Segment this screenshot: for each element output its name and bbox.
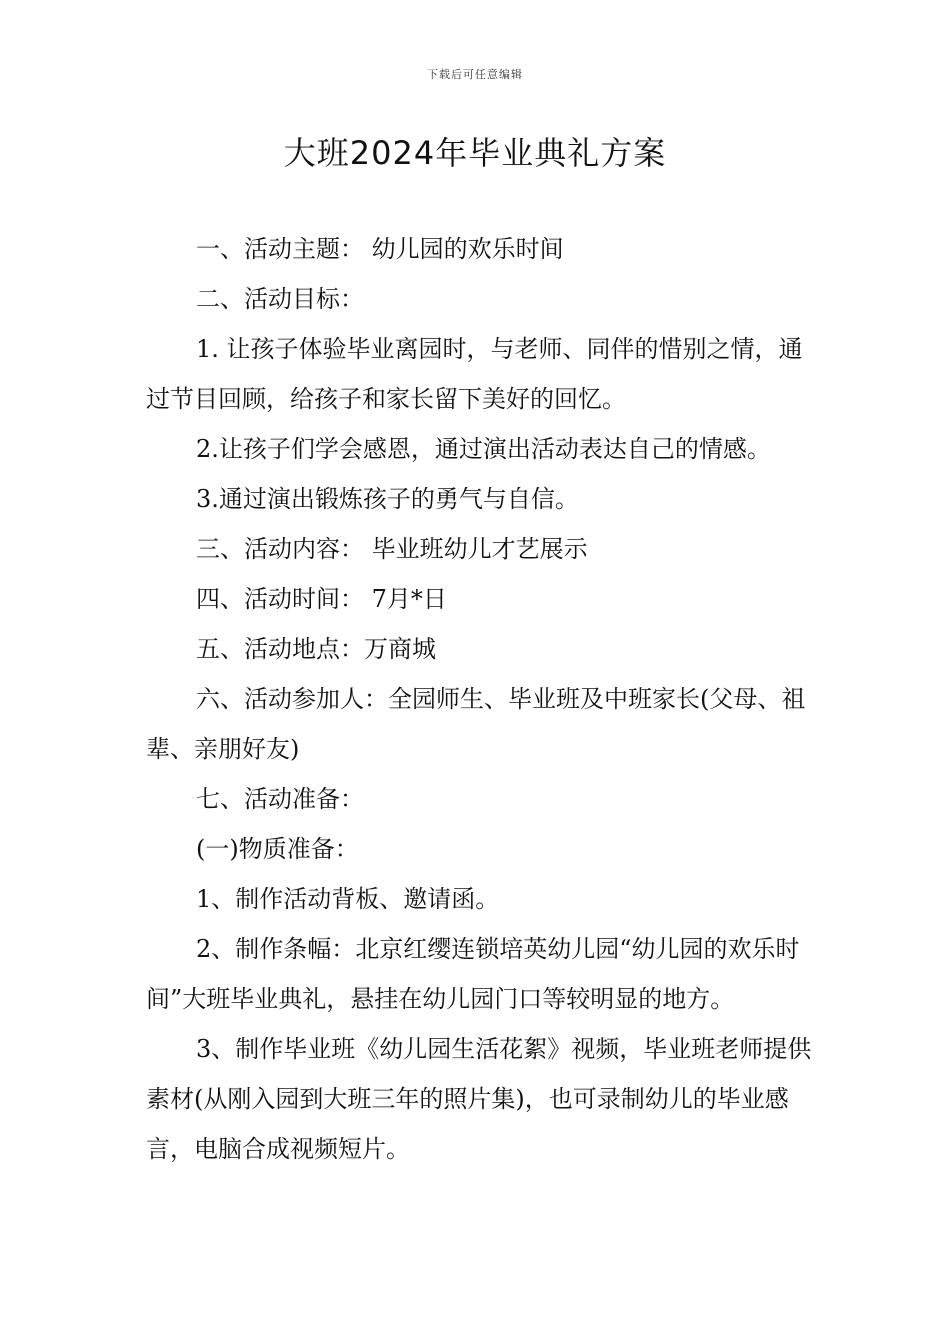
header-note: 下载后可任意编辑 [427,68,523,81]
document-title: 大班2024年毕业典礼方案 [283,134,667,172]
paragraph-material-heading: (一)物质准备： [196,835,359,863]
paragraph-goal-1: 1. 让孩子体验毕业离园时，与老师、同伴的惜别之情，通过节目回顾，给孩子和家长留下美好的回忆。 [146,335,803,413]
paragraph-goal-2: 2.让孩子们学会感恩，通过演出活动表达自己的情感。 [196,435,771,463]
paragraph-goals-heading: 二、活动目标： [196,285,364,313]
paragraph-content: 三、活动内容： 毕业班幼儿才艺展示 [196,535,588,563]
paragraph-theme: 一、活动主题： 幼儿园的欢乐时间 [196,235,564,263]
paragraph-prep-1: 1、制作活动背板、邀请函。 [196,885,500,913]
paragraph-time: 四、活动时间： 7月*日 [196,585,447,613]
document-body [146,224,826,1174]
paragraph-location: 五、活动地点：万商城 [196,635,436,663]
paragraph-prep-3: 3、制作毕业班《幼儿园生活花絮》视频，毕业班老师提供素材(从刚入园到大班三年的照片集)，也可录制幼儿的毕业感言，电脑合成视频短片。 [146,1035,812,1163]
paragraph-participants: 六、活动参加人：全园师生、毕业班及中班家长(父母、祖辈、亲朋好友) [146,685,806,763]
paragraph-goal-3: 3.通过演出锻炼孩子的勇气与自信。 [196,485,579,513]
paragraph-prep-2: 2、制作条幅：北京红缨连锁培英幼儿园“幼儿园的欢乐时间”大班毕业典礼，悬挂在幼儿园门口等较明显的地方。 [146,935,800,1013]
paragraph-preparation-heading: 七、活动准备： [196,785,364,813]
